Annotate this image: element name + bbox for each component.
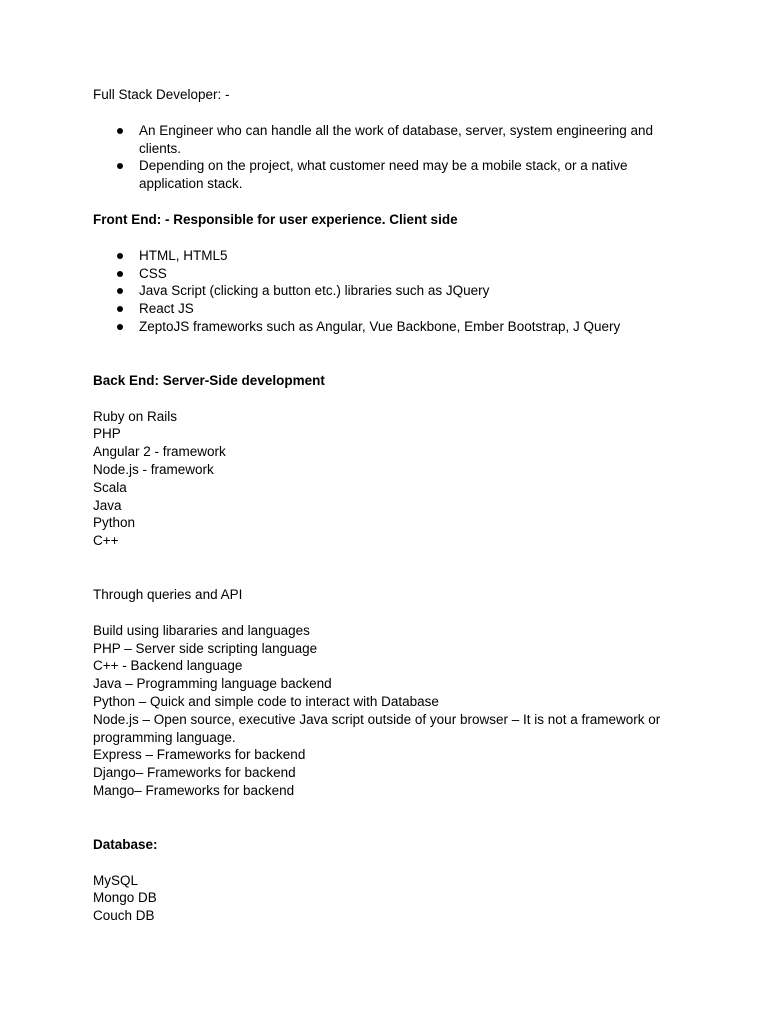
list-item xyxy=(93,122,693,158)
spacer xyxy=(93,390,693,408)
spacer xyxy=(93,854,693,872)
list-item-text: ZeptoJS frameworks such as Angular, Vue Backbone, Ember Bootstrap, J Query xyxy=(139,318,621,334)
database-list xyxy=(93,872,693,925)
list-item: Java – Programming language backend xyxy=(93,676,332,692)
list-item-text: HTML, HTML5 xyxy=(139,247,228,263)
list-item: MySQL xyxy=(93,872,139,888)
through-line: Through queries and API xyxy=(93,586,243,602)
list-item: Java xyxy=(93,497,122,513)
spacer xyxy=(93,104,693,122)
bullet-icon xyxy=(117,306,123,312)
spacer xyxy=(93,800,693,836)
list-item: Mango– Frameworks for backend xyxy=(93,782,295,798)
list-item: Build using libararies and languages xyxy=(93,622,310,638)
list-item xyxy=(93,247,693,265)
document-page xyxy=(93,86,693,925)
fullstack-bullet-list xyxy=(93,122,693,193)
list-item: Python xyxy=(93,515,136,531)
frontend-bullet-list xyxy=(93,247,693,336)
fullstack-heading: Full Stack Developer: - xyxy=(93,87,230,102)
list-item: Scala xyxy=(93,479,127,495)
list-item: Node.js - framework xyxy=(93,461,214,477)
list-item: Python – Quick and simple code to interact with Database xyxy=(93,693,439,709)
bullet-icon xyxy=(117,128,123,134)
list-item: Couch DB xyxy=(93,908,155,924)
bullet-icon xyxy=(117,324,123,330)
spacer xyxy=(93,604,693,622)
bullet-icon xyxy=(117,288,123,294)
spacer xyxy=(93,336,693,372)
build-list xyxy=(93,622,693,800)
list-item xyxy=(93,157,693,193)
list-item: C++ - Backend language xyxy=(93,658,243,674)
database-heading: Database: xyxy=(93,836,158,852)
bullet-icon xyxy=(117,253,123,259)
list-item: Ruby on Rails xyxy=(93,408,178,424)
list-item xyxy=(93,282,693,300)
list-item: PHP – Server side scripting language xyxy=(93,640,318,656)
spacer xyxy=(93,550,693,586)
list-item: Angular 2 - framework xyxy=(93,444,226,460)
list-item: Express – Frameworks for backend xyxy=(93,747,306,763)
frontend-heading: Front End: - Responsible for user experience. Client side xyxy=(93,211,458,227)
bullet-icon xyxy=(117,271,123,277)
spacer xyxy=(93,229,693,247)
backend-list xyxy=(93,408,693,550)
list-item-text: Java Script (clicking a button etc.) libraries such as JQuery xyxy=(139,283,490,299)
list-item: Mongo DB xyxy=(93,890,157,906)
list-item: Node.js – Open source, executive Java script outside of your browser – It is not a framework or programming language. xyxy=(93,711,661,745)
list-item: PHP xyxy=(93,426,121,442)
list-item-text: React JS xyxy=(139,301,194,317)
list-item xyxy=(93,300,693,318)
spacer xyxy=(93,193,693,211)
list-item-text: An Engineer who can handle all the work of database, server, system engineering and clients. xyxy=(139,122,654,156)
list-item xyxy=(93,318,693,336)
bullet-icon xyxy=(117,163,123,169)
list-item: C++ xyxy=(93,533,119,549)
list-item-text: CSS xyxy=(139,265,167,281)
list-item: Django– Frameworks for backend xyxy=(93,765,296,781)
list-item xyxy=(93,265,693,283)
backend-heading: Back End: Server-Side development xyxy=(93,372,325,388)
list-item-text: Depending on the project, what customer need may be a mobile stack, or a native application stack. xyxy=(139,158,628,192)
